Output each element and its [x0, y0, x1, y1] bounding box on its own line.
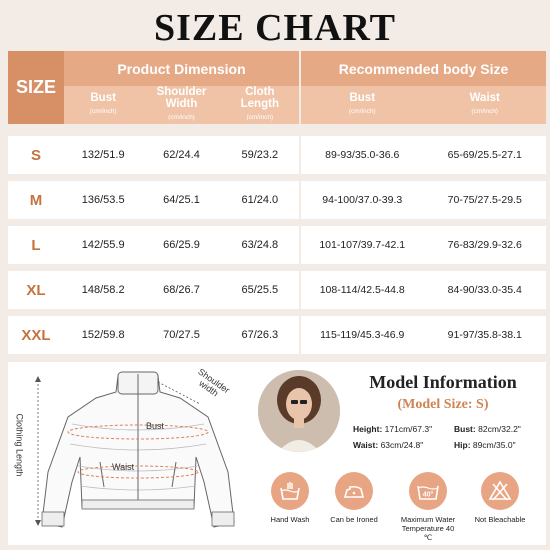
header-product-dimension — [64, 51, 299, 124]
model-bust-label: Bust: — [454, 424, 476, 434]
cell-bust: 132/51.9 — [81, 149, 125, 161]
cell-body-bust: 94-100/37.0-39.3 — [322, 194, 403, 206]
care-label: Not Bleachable — [474, 515, 526, 524]
cell-length: 59/23.2 — [241, 149, 279, 161]
cell-length: 63/24.8 — [241, 239, 279, 251]
col-body-bust-label: Bust — [349, 92, 376, 104]
model-bust-value: 82cm/32.2" — [478, 424, 521, 434]
table-row — [8, 136, 546, 174]
product-subheaders — [64, 86, 299, 124]
cell-length: 67/26.3 — [241, 329, 279, 341]
body-subheaders — [301, 86, 546, 124]
model-photo — [258, 370, 340, 452]
care-label: Hand Wash — [270, 515, 310, 524]
cell-shoulder: 62/24.4 — [163, 149, 200, 161]
cell-shoulder: 68/26.7 — [163, 284, 200, 296]
care-label: Maximum Water Temperature 40 ℃ — [400, 515, 456, 542]
cell-shoulder: 66/25.9 — [163, 239, 200, 251]
cell-bust: 152/59.8 — [81, 329, 125, 341]
model-size: (Model Size: S) — [397, 397, 489, 412]
model-hip-value: 89cm/35.0" — [472, 440, 516, 450]
care-iron — [324, 472, 384, 524]
table-row — [8, 226, 546, 264]
model-hip-label: Hip: — [454, 440, 471, 450]
col-waist — [424, 86, 547, 124]
wash-temp-badge: 40° — [422, 491, 434, 499]
cell-bust: 136/53.5 — [81, 194, 125, 206]
model-portrait — [258, 370, 340, 452]
hand-wash-icon — [271, 472, 309, 510]
cell-body-bust: 108-114/42.5-44.8 — [319, 284, 405, 296]
cell-body-bust: 115-119/45.3-46.9 — [320, 329, 405, 341]
model-waist-label: Waist: — [353, 440, 379, 450]
model-info-title: Model Information — [369, 372, 517, 392]
table-row — [8, 181, 546, 219]
table-row — [8, 316, 546, 354]
col-bust-unit: (cm/inch) — [89, 108, 117, 115]
model-height — [353, 424, 432, 434]
no-bleach-icon — [481, 472, 519, 510]
height-value: 171cm/67.3" — [384, 424, 433, 434]
care-hand-wash — [260, 472, 320, 524]
row-size: L — [8, 226, 64, 264]
col-length-label: Cloth Length — [240, 86, 279, 110]
col-shoulder — [142, 86, 220, 124]
model-bust — [454, 424, 521, 434]
page-title: SIZE CHART — [153, 7, 396, 49]
cell-body-bust: 89-93/35.0-36.6 — [325, 149, 400, 161]
cell-waist: 70-75/27.5-29.5 — [447, 194, 522, 206]
col-waist-unit: (cm/inch) — [471, 108, 499, 115]
col-shoulder-label: Shoulder Width — [156, 86, 207, 110]
height-label: Height: — [353, 424, 383, 434]
cell-shoulder: 64/25.1 — [163, 194, 200, 206]
header-size: SIZE — [8, 51, 64, 124]
cell-length: 61/24.0 — [241, 194, 279, 206]
col-waist-label: Waist — [469, 92, 500, 104]
cell-length: 65/25.5 — [241, 284, 279, 296]
cell-waist: 76-83/29.9-32.6 — [447, 239, 522, 251]
info-panel — [8, 362, 546, 545]
model-waist-value: 63cm/24.8" — [380, 440, 424, 450]
header-recommended-body — [301, 51, 546, 124]
cell-shoulder: 70/27.5 — [163, 329, 200, 341]
col-bust — [64, 86, 142, 124]
cell-waist: 91-97/35.8-38.1 — [447, 329, 522, 341]
col-length-unit: (cm/inch) — [246, 114, 274, 121]
wash-40-icon — [409, 472, 447, 510]
cell-bust: 148/58.2 — [81, 284, 125, 296]
col-length — [221, 86, 299, 124]
cell-waist: 65-69/25.5-27.1 — [447, 149, 522, 161]
col-body-bust — [301, 86, 424, 124]
clothing-length-label: Clothing Length — [14, 413, 25, 477]
model-waist — [353, 440, 423, 450]
cell-bust: 142/55.9 — [81, 239, 125, 251]
cell-body-bust: 101-107/39.7-42.1 — [319, 239, 406, 251]
cell-waist: 84-90/33.0-35.4 — [447, 284, 522, 296]
bust-label: Bust — [146, 421, 165, 431]
shoulder-width-label: Shoulder width — [196, 366, 232, 399]
table-row — [8, 271, 546, 309]
iron-icon — [335, 472, 373, 510]
col-bust-label: Bust — [90, 92, 116, 104]
care-label: Can be Ironed — [330, 515, 378, 524]
product-dimension-label: Product Dimension — [64, 51, 299, 86]
row-size: XL — [8, 271, 64, 309]
jacket-diagram — [8, 362, 256, 545]
waist-label: Waist — [112, 462, 135, 472]
care-wash-40 — [398, 472, 458, 542]
row-size: XXL — [8, 316, 64, 354]
row-size: M — [8, 181, 64, 219]
care-no-bleach — [470, 472, 530, 524]
recommended-body-label: Recommended body Size — [301, 51, 546, 86]
col-body-bust-unit: (cm/inch) — [348, 108, 376, 115]
row-size: S — [8, 136, 64, 174]
col-shoulder-unit: (cm/inch) — [168, 114, 195, 121]
model-hip — [454, 440, 516, 450]
